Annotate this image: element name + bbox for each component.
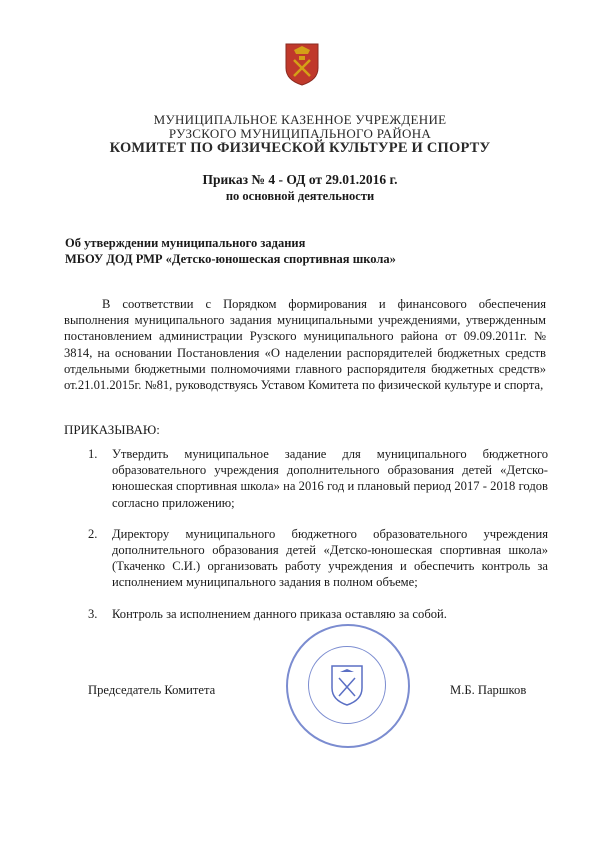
item-number: 2. bbox=[88, 526, 98, 541]
item-number: 3. bbox=[88, 606, 98, 621]
org-name-line-1: МУНИЦИПАЛЬНОЕ КАЗЕННОЕ УЧРЕЖДЕНИЕ bbox=[153, 112, 447, 127]
committee-name: КОМИТЕТ ПО ФИЗИЧЕСКОЙ КУЛЬТУРЕ И СПОРТУ bbox=[109, 140, 491, 156]
coat-of-arms-icon bbox=[284, 42, 320, 86]
list-item bbox=[88, 446, 548, 511]
order-items-list bbox=[88, 446, 548, 637]
item-number: 1. bbox=[88, 447, 98, 461]
item-text: Директору муниципального бюджетного образовательного учреждения дополнительного образования детей «Детско-юношеская спортивная школа» (Ткаченко С.И.) организовать работу учреждения и обеспечить контроль за исполнением муниципального задания в полном объеме; bbox=[112, 526, 548, 590]
signatory-position: Председатель Комитета bbox=[88, 683, 216, 697]
intro-text: В соответствии с Порядком формирования и финансового обеспечения выполнения муниципального задания муниципальными учреждениями, утвержденным постановлением администрации Рузского муниципального района от 09.09.2011г. № 3814, на основании Постановления «О наделении распорядителей бюджетных средств отдельными бюджетными полномочиями главного распорядителя бюджетных средств» от.21.01.2015г. №81, руководствуясь Уставом Комитета по физической культуре и спорта, bbox=[64, 297, 546, 393]
list-item bbox=[88, 526, 548, 591]
official-seal bbox=[286, 624, 410, 748]
list-item bbox=[88, 606, 548, 622]
signatory-name: М.Б. Паршков bbox=[450, 683, 527, 697]
item-text: Контроль за исполнением данного приказа оставляю за собой. bbox=[112, 606, 447, 621]
decree-heading: ПРИКАЗЫВАЮ: bbox=[64, 422, 160, 437]
order-title: Приказ № 4 - ОД от 29.01.2016 г. bbox=[202, 172, 398, 187]
subject-line-2: МБОУ ДОД РМР «Детско-юношеская спортивная школа» bbox=[65, 252, 396, 266]
order-subtitle: по основной деятельности bbox=[225, 189, 375, 203]
seal-emblem-icon bbox=[330, 664, 364, 706]
org-name-line-2: РУЗСКОГО МУНИЦИПАЛЬНОГО РАЙОНА bbox=[168, 126, 432, 141]
item-text: Утвердить муниципальное задание для муниципального бюджетного образовательного учреждения дополнительного образования детей «Детско-юношеская спортивная школа» на 2016 год и плановый период 2017 - 2018 годов согласно приложению; bbox=[112, 447, 548, 510]
intro-paragraph bbox=[64, 296, 546, 393]
subject-line-1: Об утверждении муниципального задания bbox=[65, 236, 306, 250]
